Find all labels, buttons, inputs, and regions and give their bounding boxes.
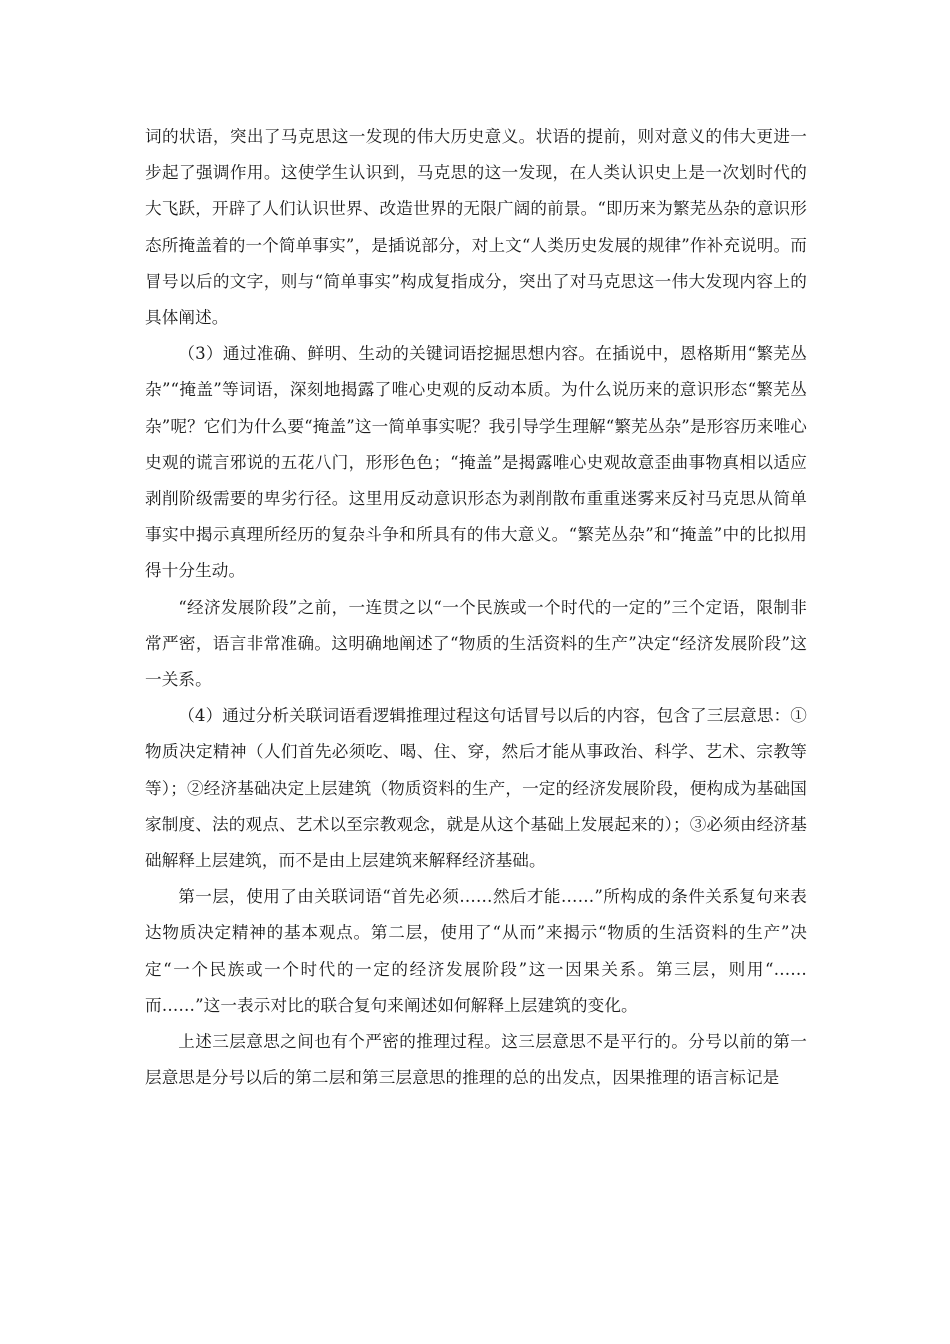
paragraph-4: （4）通过分析关联词语看逻辑推理过程这句话冒号以后的内容，包含了三层意思：①物质决定精神（人们首先必须吃、喝、住、穿，然后才能从事政治、科学、艺术、宗教等等）；②经济基础决定上层建筑（物质资料的生产，一定的经济发展阶段，便构成为基础国家制度、法的观点、艺术以至宗教观念，就是从这个基础上发展起来的）；③必须由经济基础解释上层建筑，而不是由上层建筑来解释经济基础。 bbox=[145, 706, 807, 871]
paragraph-1: 词的状语，突出了马克思这一发现的伟大历史意义。状语的提前，则对意义的伟大更进一步起了强调作用。这使学生认识到，马克思的这一发现，在人类认识史上是一次划时代的大飞跃，开辟了人们认识世界、改造世界的无限广阔的前景。“即历来为繁芜丛杂的意识形态所掩盖着的一个简单事实”，是插说部分，对上文“人类历史发展的规律”作补充说明。而冒号以后的文字，则与“简单事实”构成复指成分，突出了对马克思这一伟大发现内容上的具体阐述。 bbox=[145, 127, 807, 328]
paragraph-2: （3）通过准确、鲜明、生动的关键词语挖掘思想内容。在插说中，恩格斯用“繁芜丛杂”“掩盖”等词语，深刻地揭露了唯心史观的反动本质。为什么说历来的意识形态“繁芜丛杂”呢？它们为什么要“掩盖”这一简单事实呢？我引导学生理解“繁芜丛杂”是形容历来唯心史观的谎言邪说的五花八门，形形色色；“掩盖”是揭露唯心史观故意歪曲事物真相以适应剥削阶级需要的卑劣行径。这里用反动意识形态为剥削散布重重迷雾来反衬马克思从简单事实中揭示真理所经历的复杂斗争和所具有的伟大意义。“繁芜丛杂”和“掩盖”中的比拟用得十分生动。 bbox=[145, 344, 807, 581]
paragraph-3: “经济发展阶段”之前，一连贯之以“一个民族或一个时代的一定的”三个定语，限制非常严密，语言非常准确。这明确地阐述了“物质的生活资料的生产”决定“经济发展阶段”这一关系。 bbox=[145, 597, 807, 690]
body-text bbox=[145, 119, 807, 1096]
paragraph-6: 上述三层意思之间也有个严密的推理过程。这三层意思不是平行的。分号以前的第一层意思是分号以后的第二层和第三层意思的推理的总的出发点，因果推理的语言标记是 bbox=[145, 1032, 807, 1088]
paragraph-5: 第一层，使用了由关联词语“首先必须……然后才能……”所构成的条件关系复句来表达物质决定精神的基本观点。第二层，使用了“从而”来揭示“物质的生活资料的生产”决定“一个民族或一个时代的一定的经济发展阶段”这一因果关系。第三层，则用“……而……”这一表示对比的联合复句来阐述如何解释上层建筑的变化。 bbox=[145, 887, 807, 1015]
